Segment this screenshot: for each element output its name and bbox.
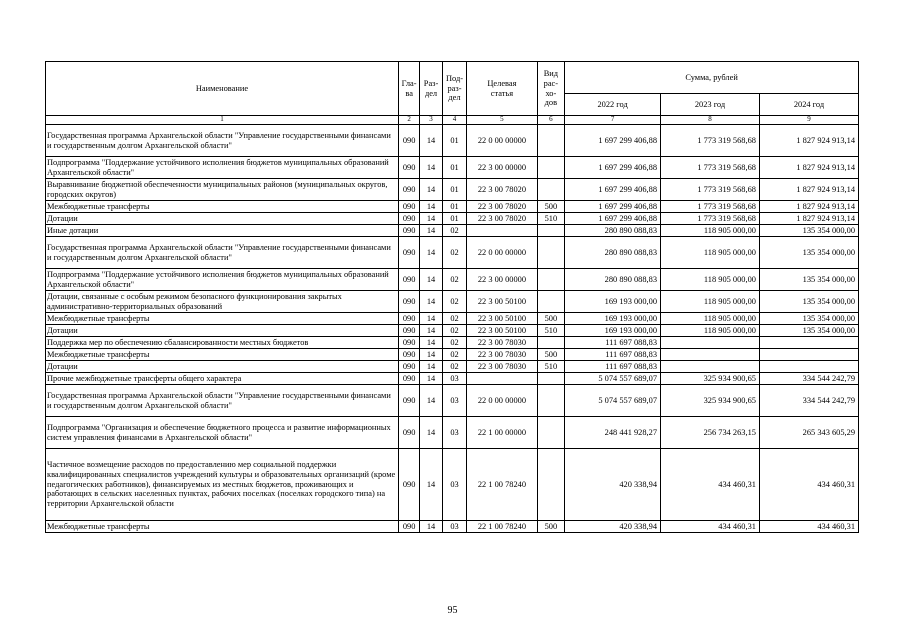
cell-amount-2024: 135 354 000,00 (759, 313, 858, 325)
cell-vid: 510 (537, 213, 565, 225)
column-number-row (46, 116, 859, 125)
cell-razdel: 14 (420, 179, 442, 201)
cell-amount-2022: 5 074 557 689,07 (565, 385, 661, 417)
cell-amount-2023: 118 905 000,00 (661, 269, 760, 291)
cell-target: 22 3 00 50100 (467, 325, 537, 337)
cell-glava: 090 (398, 213, 419, 225)
cell-vid (537, 237, 565, 269)
cell-amount-2022: 280 890 088,83 (565, 269, 661, 291)
cell-vid: 500 (537, 349, 565, 361)
column-header-sum: Сумма, рублей (565, 62, 859, 94)
cell-razdel: 14 (420, 213, 442, 225)
cell-amount-2024: 434 460,31 (759, 521, 858, 533)
cell-target: 22 3 00 00000 (467, 269, 537, 291)
cell-amount-2024: 135 354 000,00 (759, 225, 858, 237)
cell-amount-2024 (759, 349, 858, 361)
cell-amount-2023: 1 773 319 568,68 (661, 179, 760, 201)
cell-razdel: 14 (420, 313, 442, 325)
cell-podrazdel: 02 (442, 349, 466, 361)
table-body (46, 125, 859, 533)
cell-name: Поддержка мер по обеспечению сбалансированности местных бюджетов (46, 337, 399, 349)
cell-vid (537, 225, 565, 237)
cell-amount-2023: 434 460,31 (661, 521, 760, 533)
cell-amount-2022: 169 193 000,00 (565, 291, 661, 313)
cell-podrazdel: 01 (442, 201, 466, 213)
cell-glava: 090 (398, 417, 419, 449)
cell-razdel: 14 (420, 291, 442, 313)
table-row (46, 313, 859, 325)
cell-target: 22 3 00 50100 (467, 313, 537, 325)
cell-glava: 090 (398, 449, 419, 521)
cell-podrazdel: 03 (442, 373, 466, 385)
cell-amount-2024: 135 354 000,00 (759, 269, 858, 291)
cell-podrazdel: 02 (442, 325, 466, 337)
column-number: 9 (759, 116, 858, 125)
cell-razdel: 14 (420, 373, 442, 385)
column-header-target: Целевая статья (467, 62, 537, 116)
cell-amount-2023: 1 773 319 568,68 (661, 157, 760, 179)
cell-amount-2024: 1 827 924 913,14 (759, 157, 858, 179)
cell-amount-2022: 248 441 928,27 (565, 417, 661, 449)
cell-name: Подпрограмма "Организация и обеспечение бюджетного процесса и развитие информационных систем управления финансами в Архангельской области" (46, 417, 399, 449)
column-header-podrazdel: Под- раз- дел (442, 62, 466, 116)
cell-glava: 090 (398, 361, 419, 373)
cell-glava: 090 (398, 225, 419, 237)
cell-amount-2022: 1 697 299 406,88 (565, 125, 661, 157)
cell-glava: 090 (398, 157, 419, 179)
table-row (46, 337, 859, 349)
cell-amount-2024 (759, 337, 858, 349)
cell-name: Дотации (46, 361, 399, 373)
cell-podrazdel: 02 (442, 291, 466, 313)
table-row (46, 385, 859, 417)
table-row (46, 157, 859, 179)
cell-amount-2024: 135 354 000,00 (759, 237, 858, 269)
cell-target: 22 3 00 78030 (467, 337, 537, 349)
cell-amount-2023: 1 773 319 568,68 (661, 201, 760, 213)
cell-name: Подпрограмма "Поддержание устойчивого исполнения бюджетов муниципальных образований Архангельской области" (46, 157, 399, 179)
cell-podrazdel: 02 (442, 337, 466, 349)
cell-podrazdel: 03 (442, 521, 466, 533)
cell-target: 22 3 00 78020 (467, 213, 537, 225)
cell-podrazdel: 01 (442, 179, 466, 201)
table-row (46, 201, 859, 213)
column-number: 2 (398, 116, 419, 125)
cell-name: Государственная программа Архангельской области "Управление государственными финансами и государственным долгом Архангельской области" (46, 125, 399, 157)
cell-razdel: 14 (420, 201, 442, 213)
cell-name: Иные дотации (46, 225, 399, 237)
cell-amount-2024: 1 827 924 913,14 (759, 125, 858, 157)
cell-vid (537, 373, 565, 385)
cell-amount-2024: 1 827 924 913,14 (759, 213, 858, 225)
cell-name: Государственная программа Архангельской области "Управление государственными финансами и государственным долгом Архангельской области" (46, 237, 399, 269)
cell-glava: 090 (398, 125, 419, 157)
cell-vid: 500 (537, 201, 565, 213)
cell-amount-2023: 325 934 900,65 (661, 373, 760, 385)
cell-podrazdel: 02 (442, 237, 466, 269)
cell-amount-2022: 1 697 299 406,88 (565, 179, 661, 201)
cell-glava: 090 (398, 385, 419, 417)
column-header-glava: Гла- ва (398, 62, 419, 116)
table-row (46, 125, 859, 157)
cell-amount-2023: 1 773 319 568,68 (661, 125, 760, 157)
table-row (46, 373, 859, 385)
cell-name: Дотации, связанные с особым режимом безопасного функционирования закрытых административно-территориальных образований (46, 291, 399, 313)
cell-glava: 090 (398, 237, 419, 269)
cell-amount-2022: 111 697 088,83 (565, 337, 661, 349)
cell-name: Межбюджетные трансферты (46, 313, 399, 325)
cell-amount-2024: 135 354 000,00 (759, 291, 858, 313)
cell-amount-2024: 265 343 605,29 (759, 417, 858, 449)
table-row (46, 269, 859, 291)
table-row (46, 417, 859, 449)
column-number: 5 (467, 116, 537, 125)
cell-amount-2023: 1 773 319 568,68 (661, 213, 760, 225)
table-row (46, 449, 859, 521)
cell-glava: 090 (398, 179, 419, 201)
cell-razdel: 14 (420, 225, 442, 237)
cell-vid (537, 269, 565, 291)
cell-target: 22 1 00 78240 (467, 449, 537, 521)
column-header-name: Наименование (46, 62, 399, 116)
table-row (46, 325, 859, 337)
cell-glava: 090 (398, 291, 419, 313)
cell-amount-2024: 1 827 924 913,14 (759, 201, 858, 213)
cell-amount-2022: 280 890 088,83 (565, 237, 661, 269)
cell-razdel: 14 (420, 337, 442, 349)
cell-vid (537, 337, 565, 349)
cell-amount-2022: 420 338,94 (565, 521, 661, 533)
table-row (46, 521, 859, 533)
cell-target: 22 3 00 78030 (467, 361, 537, 373)
column-number: 8 (661, 116, 760, 125)
cell-podrazdel: 02 (442, 361, 466, 373)
cell-vid (537, 125, 565, 157)
column-header-year-2022: 2022 год (565, 94, 661, 116)
cell-target: 22 0 00 00000 (467, 125, 537, 157)
cell-amount-2022: 5 074 557 689,07 (565, 373, 661, 385)
table-header (46, 62, 859, 125)
cell-target: 22 0 00 00000 (467, 237, 537, 269)
cell-podrazdel: 02 (442, 269, 466, 291)
cell-target (467, 373, 537, 385)
cell-name: Межбюджетные трансферты (46, 521, 399, 533)
cell-amount-2023: 118 905 000,00 (661, 325, 760, 337)
cell-glava: 090 (398, 325, 419, 337)
cell-amount-2024: 135 354 000,00 (759, 325, 858, 337)
cell-razdel: 14 (420, 157, 442, 179)
table-row (46, 349, 859, 361)
cell-podrazdel: 02 (442, 313, 466, 325)
cell-razdel: 14 (420, 385, 442, 417)
column-number: 4 (442, 116, 466, 125)
cell-name: Межбюджетные трансферты (46, 349, 399, 361)
cell-amount-2022: 1 697 299 406,88 (565, 157, 661, 179)
cell-name: Прочие межбюджетные трансферты общего характера (46, 373, 399, 385)
cell-amount-2022: 111 697 088,83 (565, 349, 661, 361)
cell-podrazdel: 01 (442, 125, 466, 157)
cell-podrazdel: 03 (442, 385, 466, 417)
table-row (46, 213, 859, 225)
cell-amount-2022: 1 697 299 406,88 (565, 213, 661, 225)
cell-target: 22 3 00 78020 (467, 179, 537, 201)
column-number: 1 (46, 116, 399, 125)
cell-razdel: 14 (420, 417, 442, 449)
cell-vid: 500 (537, 313, 565, 325)
cell-vid (537, 157, 565, 179)
cell-razdel: 14 (420, 325, 442, 337)
cell-amount-2022: 1 697 299 406,88 (565, 201, 661, 213)
cell-glava: 090 (398, 337, 419, 349)
cell-target (467, 225, 537, 237)
cell-amount-2023: 118 905 000,00 (661, 291, 760, 313)
cell-target: 22 0 00 00000 (467, 385, 537, 417)
cell-name: Дотации (46, 213, 399, 225)
budget-table (45, 61, 859, 533)
cell-amount-2023: 118 905 000,00 (661, 237, 760, 269)
cell-target: 22 1 00 00000 (467, 417, 537, 449)
cell-target: 22 3 00 78030 (467, 349, 537, 361)
cell-amount-2024: 334 544 242,79 (759, 385, 858, 417)
table-row (46, 361, 859, 373)
cell-amount-2022: 111 697 088,83 (565, 361, 661, 373)
cell-vid: 510 (537, 361, 565, 373)
cell-target: 22 1 00 78240 (467, 521, 537, 533)
cell-amount-2024: 334 544 242,79 (759, 373, 858, 385)
cell-amount-2022: 169 193 000,00 (565, 313, 661, 325)
cell-glava: 090 (398, 349, 419, 361)
table-row (46, 237, 859, 269)
cell-amount-2024: 1 827 924 913,14 (759, 179, 858, 201)
cell-razdel: 14 (420, 521, 442, 533)
cell-podrazdel: 02 (442, 225, 466, 237)
cell-glava: 090 (398, 201, 419, 213)
cell-razdel: 14 (420, 237, 442, 269)
cell-vid: 500 (537, 521, 565, 533)
cell-razdel: 14 (420, 361, 442, 373)
cell-amount-2024 (759, 361, 858, 373)
cell-amount-2023 (661, 349, 760, 361)
cell-razdel: 14 (420, 125, 442, 157)
cell-name: Дотации (46, 325, 399, 337)
cell-amount-2022: 169 193 000,00 (565, 325, 661, 337)
cell-vid (537, 179, 565, 201)
cell-amount-2023: 118 905 000,00 (661, 313, 760, 325)
cell-glava: 090 (398, 313, 419, 325)
cell-glava: 090 (398, 373, 419, 385)
cell-amount-2023: 118 905 000,00 (661, 225, 760, 237)
cell-name: Выравнивание бюджетной обеспеченности муниципальных районов (муниципальных округов, городских округов) (46, 179, 399, 201)
table-row (46, 179, 859, 201)
column-header-year-2023: 2023 год (661, 94, 760, 116)
cell-vid (537, 385, 565, 417)
cell-razdel: 14 (420, 449, 442, 521)
cell-vid (537, 417, 565, 449)
table-row (46, 225, 859, 237)
cell-target: 22 3 00 78020 (467, 201, 537, 213)
column-number: 3 (420, 116, 442, 125)
cell-name: Частичное возмещение расходов по предоставлению мер социальной поддержки квалифицированных специалистов учреждений культуры и образовательных организаций (кроме педагогических работников), финансируемых из местных бюджетов, проживающих и работающих в сельских населенных пунктах, рабочих поселках (поселках городского типа) на территории Архангельской области (46, 449, 399, 521)
cell-amount-2023: 256 734 263,15 (661, 417, 760, 449)
cell-vid (537, 291, 565, 313)
table-row (46, 291, 859, 313)
cell-amount-2022: 420 338,94 (565, 449, 661, 521)
cell-razdel: 14 (420, 269, 442, 291)
cell-glava: 090 (398, 521, 419, 533)
cell-amount-2023 (661, 337, 760, 349)
cell-glava: 090 (398, 269, 419, 291)
column-header-vid: Вид рас- хо- дов (537, 62, 565, 116)
column-header-razdel: Раз- дел (420, 62, 442, 116)
column-header-year-2024: 2024 год (759, 94, 858, 116)
cell-vid (537, 449, 565, 521)
column-number: 6 (537, 116, 565, 125)
cell-podrazdel: 03 (442, 449, 466, 521)
cell-target: 22 3 00 00000 (467, 157, 537, 179)
cell-name: Государственная программа Архангельской области "Управление государственными финансами и государственным долгом Архангельской области" (46, 385, 399, 417)
cell-vid: 510 (537, 325, 565, 337)
cell-name: Подпрограмма "Поддержание устойчивого исполнения бюджетов муниципальных образований Архангельской области" (46, 269, 399, 291)
cell-razdel: 14 (420, 349, 442, 361)
column-number: 7 (565, 116, 661, 125)
cell-podrazdel: 01 (442, 157, 466, 179)
cell-target: 22 3 00 50100 (467, 291, 537, 313)
cell-amount-2023 (661, 361, 760, 373)
cell-podrazdel: 01 (442, 213, 466, 225)
page-number: 95 (447, 605, 458, 616)
cell-amount-2022: 280 890 088,83 (565, 225, 661, 237)
cell-amount-2023: 325 934 900,65 (661, 385, 760, 417)
cell-name: Межбюджетные трансферты (46, 201, 399, 213)
cell-amount-2023: 434 460,31 (661, 449, 760, 521)
cell-podrazdel: 03 (442, 417, 466, 449)
cell-amount-2024: 434 460,31 (759, 449, 858, 521)
